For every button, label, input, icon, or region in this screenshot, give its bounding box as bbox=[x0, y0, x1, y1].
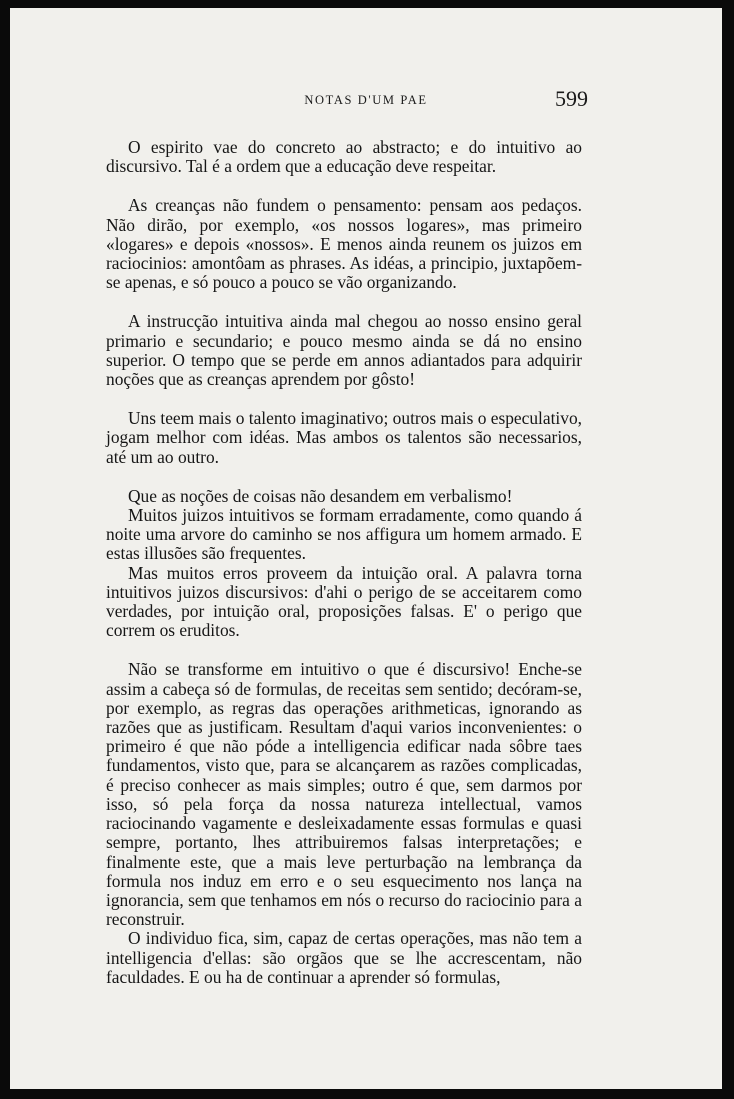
paragraph: Que as noções de coisas não desandem em verbalismo! bbox=[128, 485, 513, 506]
paragraph: As creanças não fundem o pensamento: pensam aos pedaços. Não dirão, por exemplo, «os nossos logares», mas primeiro «logares» e depois «nossos». E menos ainda reunem os juizos em raciocinios: amontôam as phrases. As idéas, a principio, juxtapõem-se apenas, e só pouco a pouco se vão organizando. bbox=[106, 195, 582, 293]
page-header bbox=[10, 86, 722, 118]
paragraph: Muitos juizos intuitivos se formam erradamente, como quando á noite uma arvore do caminho se nos affigura um homem armado. E estas illusões são frequentes. bbox=[106, 505, 582, 564]
paragraph: Não se transforme em intuitivo o que é discursivo! Enche-se assim a cabeça só de formulas, de receitas sem sentido; decóram-se, por exemplo, as regras das operações arithmeticas, ignorando as razões que as justificam. Resultam d'aqui varios inconvenientes: o primeiro é que não póde a intelligencia edificar nada sôbre taes fundamentos, visto que, para se alcançarem as razões complicadas, é preciso conhecer as mais simples; outro é que, sem darmos por isso, só pela força da nossa natureza intellectual, vamos raciocinando vagamente e desleixadamente essas formulas e quasi sempre, portanto, lhes attribuiremos falsas interpretações; e finalmente este, que a mais leve perturbação na lembrança da formula nos induz em erro e o seu esquecimento nos lança na ignorancia, sem que tenhamos em nós o recurso do raciocinio para a reconstruir. bbox=[106, 659, 582, 930]
paragraph: Uns teem mais o talento imaginativo; outros mais o especulativo, jogam melhor com idéas. Mas ambos os talentos são necessarios, até um ao outro. bbox=[106, 408, 582, 467]
body-text bbox=[106, 138, 582, 987]
running-title: NOTAS D'UM PAE bbox=[304, 93, 428, 107]
paragraph: O espirito vae do concreto ao abstracto; e do intuitivo ao discursivo. Tal é a ordem que a educação deve respeitar. bbox=[106, 137, 582, 177]
page-number: 599 bbox=[555, 86, 588, 111]
book-page bbox=[10, 8, 722, 1089]
paragraph: O individuo fica, sim, capaz de certas operações, mas não tem a intelligencia d'ellas: são orgãos que se lhe accrescentam, não faculdades. E ou ha de continuar a aprender só formulas, bbox=[106, 928, 582, 987]
paragraph: Mas muitos erros proveem da intuição oral. A palavra torna intuitivos juizos discursivos: d'ahi o perigo de se acceitarem como verdades, por intuição oral, proposições falsas. E' o perigo que correm os eruditos. bbox=[106, 562, 582, 641]
paragraph: A instrucção intuitiva ainda mal chegou ao nosso ensino geral primario e secundario; e pouco mesmo ainda se dá no ensino superior. O tempo que se perde em annos adiantados para adquirir noções que as creanças aprendem por gôsto! bbox=[106, 311, 582, 390]
